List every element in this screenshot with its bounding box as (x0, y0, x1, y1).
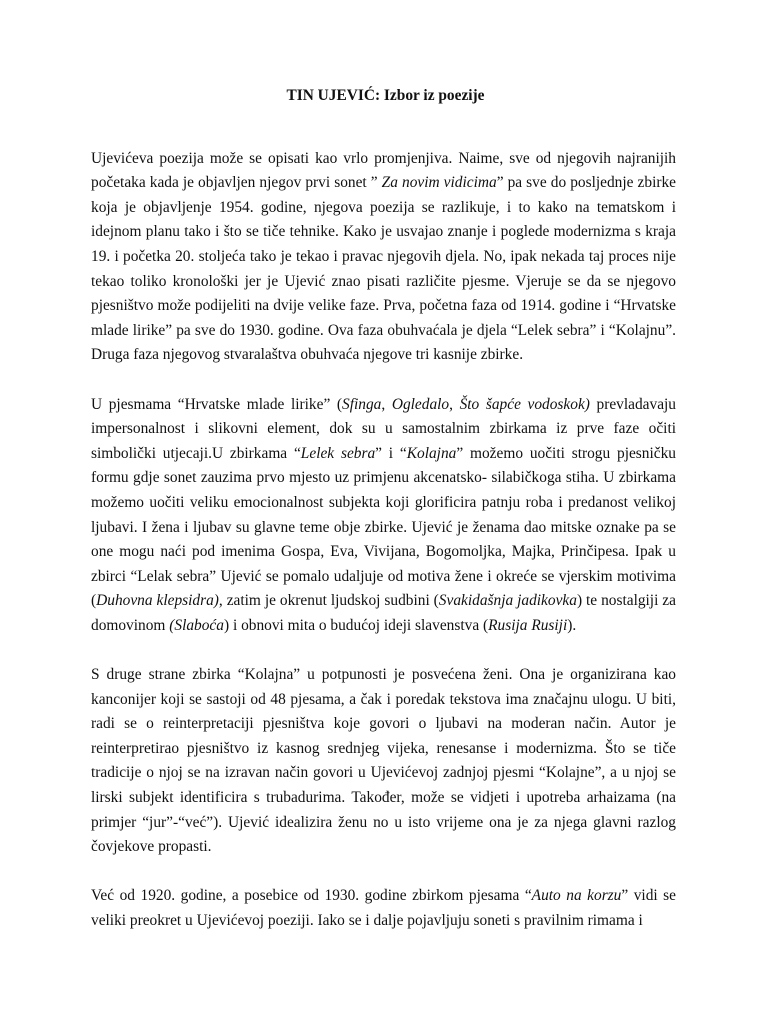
italic-text: (Slaboća (169, 616, 224, 634)
document-title: TIN UJEVIĆ: Izbor iz poezije (286, 87, 485, 104)
paragraph (91, 393, 676, 639)
text-run: , (381, 395, 392, 413)
text-run: Već od 1920. godine, a posebice od 1930. godine zbirkom pjesama “ (91, 887, 532, 905)
italic-text: Što šapće vodoskok) (459, 395, 590, 413)
italic-text: Kolajna (406, 444, 457, 462)
document-body (91, 147, 676, 934)
text-run: ” pa sve do posljednje zbirke koja je objavljenje 1954. godine, njegova poezija se razlikuje, i to kako na tematskom i idejnom planu tako i što se tiče tehnike. Kako je usvajao znanje i poglede modernizma s kraja 19. i početka 20. stoljeća tako je tekao i pravac njegovih djela. No, ipak nekada taj proces nije tekao toliko kronološki jer je Ujević znao pisati različite pjesme. Vjeruje se da se njegovo pjesništvo može podijeliti na dvije velike faze. Prva, početna faza od 1914. godine i “Hrvatske mlade lirike” pa sve do 1930. godine. Ova faza obuhvaćala je djela “Lelek sebra” i “Kolajnu”. Druga faza njegovog stvaralaštva obuhvaća njegove tri kasnije zbirke. (91, 174, 677, 364)
text-run: ). (567, 616, 577, 634)
paragraph (91, 147, 676, 368)
italic-text: Svakidašnja jadikovka (438, 592, 577, 610)
italic-text: Duhovna klepsidra) (96, 592, 219, 610)
text-run: ” možemo uočiti strogu pjesničku formu gdje sonet zauzima prvo mjesto uz primjenu akcenatsko- silabičkoga stiha. U zbirkama možemo uočiti veliku emocionalnost subjekta koji glorificira patnju roba i predanost velikoj ljubavi. I žena i ljubav su glavne teme obje zbirke. Ujević je ženama dao mitske oznake pa se one mogu naći pod imenima Gospa, Eva, Vivijana, Bogomoljka, Majka, Prinčipesa. Ipak u zbirci “Lelak sebra” Ujević se pomalo udaljuje od motiva žene i okreće se vjerskim motivima ( (91, 444, 676, 610)
text-run: ” vidi se veliki preokret u Ujevićevoj poeziji. Iako se i dalje pojavljuju soneti s pravilnim rimama i (91, 887, 676, 929)
paragraph (91, 884, 676, 933)
text-run: , (449, 395, 460, 413)
italic-text: Lelek sebra (300, 444, 376, 462)
italic-text: Sfinga (342, 395, 382, 413)
text-run: ) te nostalgiji za domovinom (91, 592, 676, 634)
paragraph (91, 663, 676, 860)
text-run: prevladavaju impersonalnost i slikovni element, dok su u samostalnim zbirkama iz prve faze očiti simbolički utjecaji.U zbirkama “ (91, 395, 676, 462)
text-run: Ujevićeva poezija može se opisati kao vrlo promjenjiva. Naime, sve od njegovih najranijih početaka kada je objavljen njegov prvi sonet ” (91, 149, 676, 192)
document-page (91, 84, 676, 933)
italic-text: Rusija Rusiji (488, 616, 568, 634)
italic-text: Za novim vidicima (377, 174, 497, 192)
italic-text: Ogledalo (391, 395, 450, 413)
text-run: ) i obnovi mita o budućoj ideji slavenstva ( (223, 616, 489, 634)
italic-text: Auto na korzu (531, 887, 622, 905)
text-run: U pjesmama “Hrvatske mlade lirike” ( (91, 395, 343, 413)
text-run: S druge strane zbirka “Kolajna” u potpunosti je posvećena ženi. Ona je organizirana kao kanconijer koji se sastoji od 48 pjesama, a čak i poredak tekstova ima značajnu ulogu. U biti, radi se o reinterpretaciji pjesništva koje govori o ljubavi na moderan način. Autor je reinterpretirao pjesništvo iz kasnog srednjeg vijeka, renesanse i modernizma. Što se tiče tradicije o njoj se na izravan način govori u Ujevićevoj zadnjoj pjesmi “Kolajne”, a u njoj se lirski subjekt identificira s trubadurima. Također, može se vidjeti i upotreba arhaizama (na primjer “jur”-“već”). Ujević idealizira ženu no u isto vrijeme ona je za njega glavni razlog čovjekove propasti. (91, 666, 676, 856)
text-run: ” i “ (375, 444, 407, 462)
text-run: , zatim je okrenut ljudskoj sudbini ( (218, 592, 439, 610)
